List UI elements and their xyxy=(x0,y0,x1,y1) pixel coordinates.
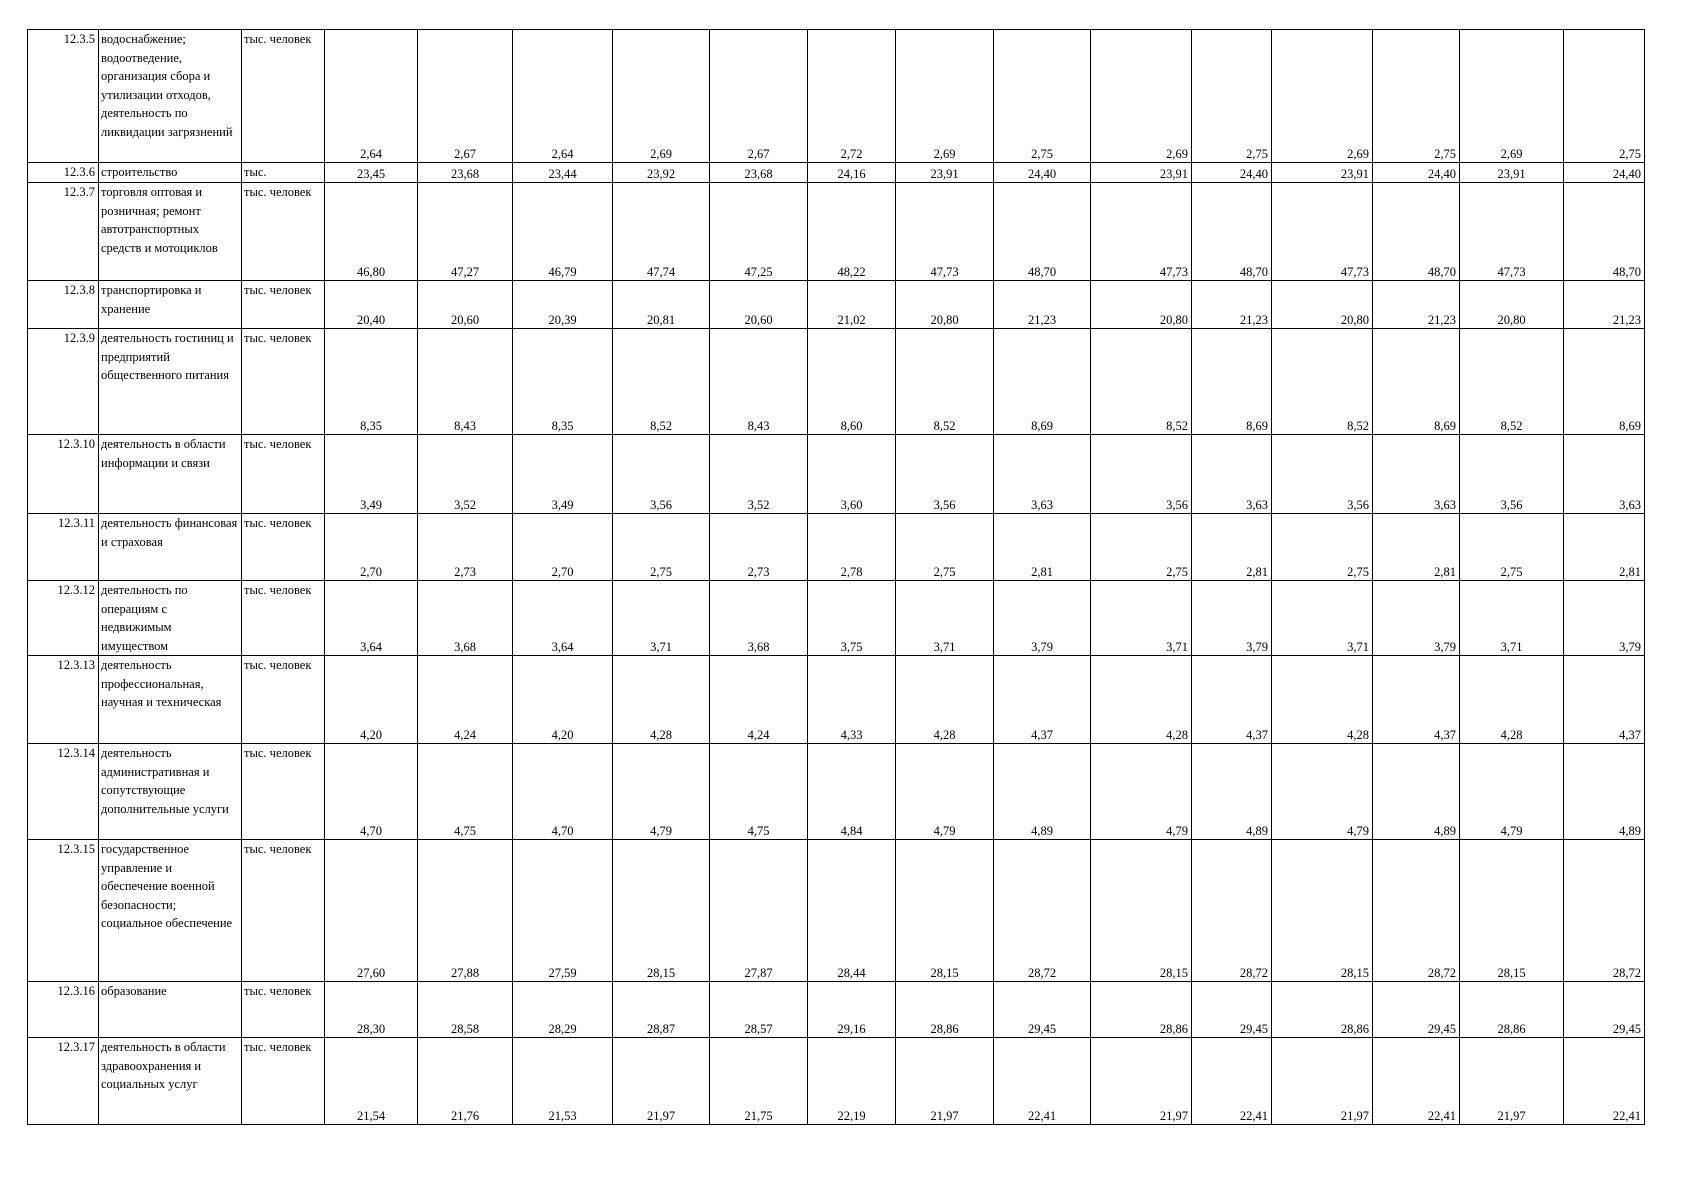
value-cell: 4,79 xyxy=(1091,744,1192,840)
row-unit-cell: тыс. человек xyxy=(242,183,325,281)
value-cell: 2,75 xyxy=(1192,30,1272,163)
value-cell: 8,69 xyxy=(1373,329,1460,435)
value-cell: 3,79 xyxy=(1192,581,1272,656)
value-cell: 8,69 xyxy=(1564,329,1645,435)
value-cell: 27,59 xyxy=(513,840,613,982)
value-cell: 3,63 xyxy=(1564,435,1645,514)
value-cell: 2,67 xyxy=(710,30,808,163)
value-cell: 47,25 xyxy=(710,183,808,281)
value-cell: 3,56 xyxy=(613,435,710,514)
row-unit-cell: тыс. человек xyxy=(242,656,325,744)
value-cell: 28,72 xyxy=(1373,840,1460,982)
value-cell: 4,70 xyxy=(325,744,418,840)
value-cell: 21,23 xyxy=(994,281,1091,329)
value-cell: 3,63 xyxy=(1192,435,1272,514)
value-cell: 48,70 xyxy=(1192,183,1272,281)
value-cell: 28,57 xyxy=(710,982,808,1038)
value-cell: 4,79 xyxy=(1460,744,1564,840)
value-cell: 3,52 xyxy=(710,435,808,514)
value-cell: 29,45 xyxy=(1192,982,1272,1038)
value-cell: 3,71 xyxy=(613,581,710,656)
value-cell: 4,75 xyxy=(710,744,808,840)
value-cell: 3,71 xyxy=(896,581,994,656)
value-cell: 28,72 xyxy=(1564,840,1645,982)
value-cell: 21,97 xyxy=(1272,1038,1373,1125)
value-cell: 20,80 xyxy=(1091,281,1192,329)
value-cell: 2,70 xyxy=(325,514,418,581)
value-cell: 21,97 xyxy=(896,1038,994,1125)
value-cell: 2,72 xyxy=(808,30,896,163)
value-cell: 4,89 xyxy=(1192,744,1272,840)
row-name-cell: строительство xyxy=(99,163,242,183)
value-cell: 46,79 xyxy=(513,183,613,281)
data-table xyxy=(27,29,1645,1125)
value-cell: 4,37 xyxy=(1564,656,1645,744)
value-cell: 28,86 xyxy=(1272,982,1373,1038)
value-cell: 4,89 xyxy=(994,744,1091,840)
value-cell: 2,69 xyxy=(1272,30,1373,163)
table-row xyxy=(28,656,1645,744)
value-cell: 3,52 xyxy=(418,435,513,514)
row-code-cell: 12.3.9 xyxy=(28,329,99,435)
table-row xyxy=(28,163,1645,183)
value-cell: 28,87 xyxy=(613,982,710,1038)
value-cell: 21,23 xyxy=(1192,281,1272,329)
value-cell: 4,28 xyxy=(1091,656,1192,744)
value-cell: 8,52 xyxy=(1272,329,1373,435)
value-cell: 2,64 xyxy=(513,30,613,163)
row-unit-cell: тыс. человек xyxy=(242,840,325,982)
value-cell: 4,89 xyxy=(1373,744,1460,840)
table-row xyxy=(28,30,1645,163)
value-cell: 28,72 xyxy=(994,840,1091,982)
value-cell: 20,60 xyxy=(710,281,808,329)
row-name-cell: образование xyxy=(99,982,242,1038)
value-cell: 28,30 xyxy=(325,982,418,1038)
value-cell: 21,97 xyxy=(613,1038,710,1125)
value-cell: 29,45 xyxy=(1373,982,1460,1038)
value-cell: 3,64 xyxy=(325,581,418,656)
value-cell: 4,70 xyxy=(513,744,613,840)
value-cell: 4,79 xyxy=(613,744,710,840)
value-cell: 2,75 xyxy=(1564,30,1645,163)
table-row xyxy=(28,183,1645,281)
value-cell: 4,79 xyxy=(1272,744,1373,840)
row-code-cell: 12.3.6 xyxy=(28,163,99,183)
row-code-cell: 12.3.10 xyxy=(28,435,99,514)
row-code-cell: 12.3.8 xyxy=(28,281,99,329)
value-cell: 4,20 xyxy=(513,656,613,744)
value-cell: 21,23 xyxy=(1564,281,1645,329)
row-name-cell: торговля оптовая и розничная; ремонт автотранспортных средств и мотоциклов xyxy=(99,183,242,281)
value-cell: 4,37 xyxy=(1192,656,1272,744)
row-name-cell: деятельность административная и сопутствующие дополнительные услуги xyxy=(99,744,242,840)
value-cell: 47,27 xyxy=(418,183,513,281)
value-cell: 28,44 xyxy=(808,840,896,982)
value-cell: 4,37 xyxy=(994,656,1091,744)
row-name-cell: деятельность по операциям с недвижимым имуществом xyxy=(99,581,242,656)
value-cell: 21,97 xyxy=(1460,1038,1564,1125)
row-unit-cell: тыс. человек xyxy=(242,281,325,329)
row-name-cell: транспортировка и хранение xyxy=(99,281,242,329)
value-cell: 2,73 xyxy=(710,514,808,581)
value-cell: 2,81 xyxy=(994,514,1091,581)
value-cell: 3,56 xyxy=(1091,435,1192,514)
value-cell: 47,74 xyxy=(613,183,710,281)
value-cell: 48,22 xyxy=(808,183,896,281)
value-cell: 28,86 xyxy=(1091,982,1192,1038)
value-cell: 23,91 xyxy=(1091,163,1192,183)
value-cell: 21,02 xyxy=(808,281,896,329)
value-cell: 2,81 xyxy=(1564,514,1645,581)
value-cell: 4,24 xyxy=(710,656,808,744)
value-cell: 2,69 xyxy=(613,30,710,163)
table-row xyxy=(28,982,1645,1038)
value-cell: 2,69 xyxy=(1091,30,1192,163)
value-cell: 23,91 xyxy=(896,163,994,183)
row-name-cell: деятельность финансовая и страховая xyxy=(99,514,242,581)
row-unit-cell: тыс. человек xyxy=(242,514,325,581)
table-row xyxy=(28,1038,1645,1125)
row-code-cell: 12.3.15 xyxy=(28,840,99,982)
value-cell: 20,80 xyxy=(1460,281,1564,329)
value-cell: 24,40 xyxy=(994,163,1091,183)
value-cell: 8,35 xyxy=(513,329,613,435)
value-cell: 2,73 xyxy=(418,514,513,581)
table-row xyxy=(28,514,1645,581)
value-cell: 8,52 xyxy=(613,329,710,435)
table-row xyxy=(28,744,1645,840)
value-cell: 22,41 xyxy=(1373,1038,1460,1125)
value-cell: 3,79 xyxy=(1373,581,1460,656)
value-cell: 3,68 xyxy=(710,581,808,656)
value-cell: 4,79 xyxy=(896,744,994,840)
value-cell: 29,45 xyxy=(1564,982,1645,1038)
value-cell: 3,75 xyxy=(808,581,896,656)
row-name-cell: деятельность в области информации и связи xyxy=(99,435,242,514)
value-cell: 28,72 xyxy=(1192,840,1272,982)
value-cell: 47,73 xyxy=(1272,183,1373,281)
value-cell: 23,68 xyxy=(418,163,513,183)
value-cell: 20,80 xyxy=(1272,281,1373,329)
value-cell: 2,69 xyxy=(896,30,994,163)
value-cell: 28,15 xyxy=(613,840,710,982)
value-cell: 8,52 xyxy=(1460,329,1564,435)
row-name-cell: деятельность гостиниц и предприятий общественного питания xyxy=(99,329,242,435)
value-cell: 20,39 xyxy=(513,281,613,329)
row-unit-cell: тыс. человек xyxy=(242,30,325,163)
value-cell: 4,24 xyxy=(418,656,513,744)
value-cell: 22,41 xyxy=(994,1038,1091,1125)
value-cell: 21,75 xyxy=(710,1038,808,1125)
value-cell: 21,97 xyxy=(1091,1038,1192,1125)
value-cell: 46,80 xyxy=(325,183,418,281)
row-unit-cell: тыс. человек xyxy=(242,329,325,435)
table-row xyxy=(28,329,1645,435)
value-cell: 8,43 xyxy=(418,329,513,435)
value-cell: 20,40 xyxy=(325,281,418,329)
row-unit-cell: тыс. человек xyxy=(242,1038,325,1125)
value-cell: 23,91 xyxy=(1460,163,1564,183)
value-cell: 24,16 xyxy=(808,163,896,183)
value-cell: 4,28 xyxy=(896,656,994,744)
value-cell: 22,41 xyxy=(1564,1038,1645,1125)
value-cell: 20,80 xyxy=(896,281,994,329)
value-cell: 21,54 xyxy=(325,1038,418,1125)
row-code-cell: 12.3.17 xyxy=(28,1038,99,1125)
row-unit-cell: тыс. xyxy=(242,163,325,183)
value-cell: 3,68 xyxy=(418,581,513,656)
value-cell: 3,63 xyxy=(1373,435,1460,514)
value-cell: 2,75 xyxy=(1460,514,1564,581)
value-cell: 3,64 xyxy=(513,581,613,656)
value-cell: 2,78 xyxy=(808,514,896,581)
row-unit-cell: тыс. человек xyxy=(242,744,325,840)
value-cell: 8,43 xyxy=(710,329,808,435)
value-cell: 23,68 xyxy=(710,163,808,183)
value-cell: 47,73 xyxy=(1460,183,1564,281)
value-cell: 2,75 xyxy=(1272,514,1373,581)
value-cell: 48,70 xyxy=(1564,183,1645,281)
value-cell: 4,75 xyxy=(418,744,513,840)
value-cell: 21,76 xyxy=(418,1038,513,1125)
value-cell: 22,19 xyxy=(808,1038,896,1125)
value-cell: 21,23 xyxy=(1373,281,1460,329)
value-cell: 3,56 xyxy=(1460,435,1564,514)
value-cell: 28,29 xyxy=(513,982,613,1038)
value-cell: 28,58 xyxy=(418,982,513,1038)
row-name-cell: деятельность в области здравоохранения и социальных услуг xyxy=(99,1038,242,1125)
row-code-cell: 12.3.16 xyxy=(28,982,99,1038)
value-cell: 27,87 xyxy=(710,840,808,982)
value-cell: 8,52 xyxy=(1091,329,1192,435)
row-name-cell: водоснабжение; водоотведение, организация сбора и утилизации отходов, деятельность по ликвидации загрязнений xyxy=(99,30,242,163)
value-cell: 3,56 xyxy=(896,435,994,514)
value-cell: 23,45 xyxy=(325,163,418,183)
value-cell: 22,41 xyxy=(1192,1038,1272,1125)
value-cell: 23,91 xyxy=(1272,163,1373,183)
value-cell: 3,60 xyxy=(808,435,896,514)
value-cell: 20,60 xyxy=(418,281,513,329)
row-code-cell: 12.3.14 xyxy=(28,744,99,840)
value-cell: 24,40 xyxy=(1192,163,1272,183)
value-cell: 8,69 xyxy=(994,329,1091,435)
row-unit-cell: тыс. человек xyxy=(242,982,325,1038)
value-cell: 3,56 xyxy=(1272,435,1373,514)
value-cell: 3,49 xyxy=(325,435,418,514)
value-cell: 27,60 xyxy=(325,840,418,982)
value-cell: 4,28 xyxy=(613,656,710,744)
value-cell: 28,15 xyxy=(1091,840,1192,982)
value-cell: 3,49 xyxy=(513,435,613,514)
value-cell: 4,28 xyxy=(1272,656,1373,744)
value-cell: 8,52 xyxy=(896,329,994,435)
row-name-cell: государственное управление и обеспечение военной безопасности; социальное обеспечение xyxy=(99,840,242,982)
row-name-cell: деятельность профессиональная, научная и техническая xyxy=(99,656,242,744)
value-cell: 24,40 xyxy=(1564,163,1645,183)
table-row xyxy=(28,581,1645,656)
value-cell: 2,75 xyxy=(613,514,710,581)
value-cell: 2,81 xyxy=(1373,514,1460,581)
value-cell: 2,70 xyxy=(513,514,613,581)
value-cell: 2,64 xyxy=(325,30,418,163)
value-cell: 2,75 xyxy=(896,514,994,581)
value-cell: 29,45 xyxy=(994,982,1091,1038)
value-cell: 28,15 xyxy=(896,840,994,982)
row-unit-cell: тыс. человек xyxy=(242,435,325,514)
table-body xyxy=(28,30,1645,1125)
value-cell: 4,33 xyxy=(808,656,896,744)
value-cell: 8,60 xyxy=(808,329,896,435)
value-cell: 47,73 xyxy=(1091,183,1192,281)
value-cell: 3,71 xyxy=(1460,581,1564,656)
value-cell: 24,40 xyxy=(1373,163,1460,183)
value-cell: 21,53 xyxy=(513,1038,613,1125)
value-cell: 4,84 xyxy=(808,744,896,840)
value-cell: 8,35 xyxy=(325,329,418,435)
row-code-cell: 12.3.13 xyxy=(28,656,99,744)
value-cell: 3,63 xyxy=(994,435,1091,514)
row-unit-cell: тыс. человек xyxy=(242,581,325,656)
value-cell: 23,44 xyxy=(513,163,613,183)
value-cell: 23,92 xyxy=(613,163,710,183)
value-cell: 3,71 xyxy=(1272,581,1373,656)
table-row xyxy=(28,840,1645,982)
value-cell: 2,67 xyxy=(418,30,513,163)
value-cell: 8,69 xyxy=(1192,329,1272,435)
value-cell: 3,79 xyxy=(1564,581,1645,656)
value-cell: 2,75 xyxy=(1373,30,1460,163)
row-code-cell: 12.3.7 xyxy=(28,183,99,281)
value-cell: 20,81 xyxy=(613,281,710,329)
value-cell: 2,69 xyxy=(1460,30,1564,163)
value-cell: 27,88 xyxy=(418,840,513,982)
value-cell: 2,75 xyxy=(994,30,1091,163)
value-cell: 4,28 xyxy=(1460,656,1564,744)
value-cell: 2,75 xyxy=(1091,514,1192,581)
table-row xyxy=(28,281,1645,329)
value-cell: 48,70 xyxy=(994,183,1091,281)
value-cell: 28,15 xyxy=(1460,840,1564,982)
value-cell: 2,81 xyxy=(1192,514,1272,581)
table-row xyxy=(28,435,1645,514)
value-cell: 28,86 xyxy=(896,982,994,1038)
value-cell: 4,20 xyxy=(325,656,418,744)
row-code-cell: 12.3.5 xyxy=(28,30,99,163)
value-cell: 28,15 xyxy=(1272,840,1373,982)
value-cell: 3,79 xyxy=(994,581,1091,656)
value-cell: 48,70 xyxy=(1373,183,1460,281)
value-cell: 47,73 xyxy=(896,183,994,281)
row-code-cell: 12.3.12 xyxy=(28,581,99,656)
value-cell: 29,16 xyxy=(808,982,896,1038)
value-cell: 3,71 xyxy=(1091,581,1192,656)
value-cell: 28,86 xyxy=(1460,982,1564,1038)
value-cell: 4,89 xyxy=(1564,744,1645,840)
value-cell: 4,37 xyxy=(1373,656,1460,744)
row-code-cell: 12.3.11 xyxy=(28,514,99,581)
